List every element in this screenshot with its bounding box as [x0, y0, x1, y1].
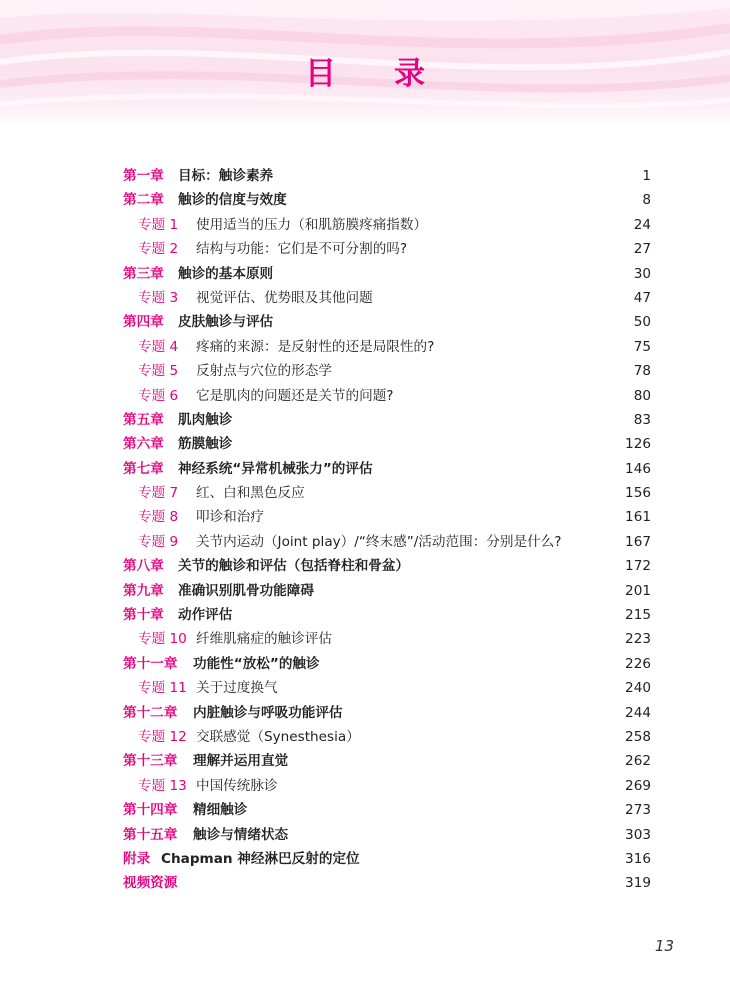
- toc-entry[interactable]: 视频资源 319: [123, 875, 651, 892]
- toc-entry[interactable]: 专题 5 反射点与穴位的形态学 78: [138, 363, 651, 380]
- toc-entry[interactable]: 第六章 筋膜触诊 126: [123, 436, 651, 453]
- toc-entry[interactable]: 第八章 关节的触诊和评估（包括脊柱和骨盆） 172: [123, 558, 651, 575]
- page-title: 目 录: [305, 56, 425, 92]
- toc-entry[interactable]: 专题 8 叩诊和治疗 161: [138, 509, 651, 526]
- toc-entry[interactable]: 专题 3 视觉评估、优势眼及其他问题 47: [138, 289, 651, 306]
- toc-entry[interactable]: 专题 12 交联感觉（Synesthesia） 258: [138, 728, 651, 745]
- toc-entry[interactable]: 专题 7 红、白和黑色反应 156: [138, 485, 651, 502]
- toc-entry[interactable]: 第三章 触诊的基本原则 30: [123, 265, 651, 282]
- toc-entry[interactable]: 第四章 皮肤触诊与评估 50: [123, 314, 651, 331]
- toc-entry[interactable]: 附录 Chapman 神经淋巴反射的定位 316: [123, 850, 651, 867]
- toc-entry[interactable]: 专题 11 关于过度换气 240: [138, 680, 651, 697]
- toc-entry[interactable]: 专题 9 关节内运动（Joint play）/“终末感”/活动范围：分别是什么? 167: [138, 533, 651, 550]
- toc-entry[interactable]: 第七章 神经系统“异常机械张力”的评估 146: [123, 460, 651, 477]
- toc-entry[interactable]: 专题 6 它是肌肉的问题还是关节的问题? 80: [138, 387, 651, 404]
- toc-entry[interactable]: 第十二章 内脏触诊与呼吸功能评估 244: [123, 704, 651, 721]
- toc-entry[interactable]: 第五章 肌肉触诊 83: [123, 411, 651, 428]
- toc-entry[interactable]: 第十三章 理解并运用直觉 262: [123, 753, 651, 770]
- toc-entry[interactable]: 第十四章 精细触诊 273: [123, 802, 651, 819]
- toc-entry[interactable]: 专题 4 疼痛的来源：是反射性的还是局限性的? 75: [138, 338, 651, 355]
- toc-entry[interactable]: 专题 13 中国传统脉诊 269: [138, 777, 651, 794]
- toc-entry[interactable]: 第十一章 功能性“放松”的触诊 226: [123, 655, 651, 672]
- table-of-contents: [123, 164, 651, 896]
- toc-entry[interactable]: 专题 1 使用适当的压力（和肌筋膜疼痛指数） 24: [138, 216, 651, 233]
- toc-entry[interactable]: 第二章 触诊的信度与效度 8: [123, 192, 651, 209]
- toc-entry[interactable]: 第九章 准确识别肌骨功能障碍 201: [123, 582, 651, 599]
- page-number: 13: [654, 937, 674, 955]
- toc-entry[interactable]: 第十章 动作评估 215: [123, 607, 651, 624]
- toc-entry[interactable]: 第一章 目标：触诊素养 1: [123, 168, 651, 184]
- toc-entry[interactable]: 专题 2 结构与功能：它们是不可分割的吗? 27: [138, 241, 651, 258]
- header-banner: [0, 0, 730, 125]
- toc-entry[interactable]: 专题 10 纤维肌痛症的触诊评估 223: [138, 631, 651, 648]
- toc-entry[interactable]: 第十五章 触诊与情绪状态 303: [123, 826, 651, 843]
